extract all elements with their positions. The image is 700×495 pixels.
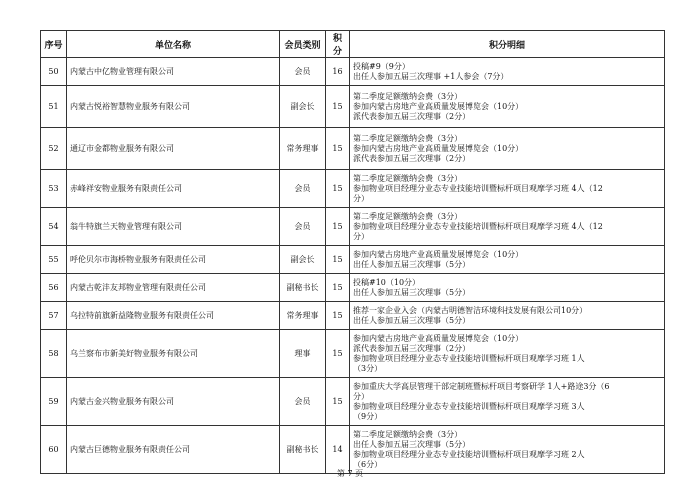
row-points: 15: [326, 378, 350, 426]
table-row: [41, 302, 665, 330]
row-points-detail: [350, 330, 665, 378]
detail-line: 出任人参加五届三次理事（5分）: [353, 439, 471, 449]
row-points-detail: [350, 378, 665, 426]
detail-line: 第二季度足额缴纳会费（3分）: [353, 91, 463, 101]
row-points-detail: [350, 128, 665, 170]
row-points-detail: [350, 246, 665, 274]
table-row: [41, 208, 665, 246]
detail-line: 出任人参加五届三次理事（5分）: [353, 287, 471, 297]
detail-line: 参加内蒙古房地产业高质量发展博览会（10分）: [353, 101, 524, 111]
row-unit-name: 内蒙古中亿物业管理有限公司: [67, 58, 280, 86]
row-index: 60: [41, 426, 67, 474]
row-member-type: 理事: [280, 330, 326, 378]
row-unit-name: 通辽市金都物业服务有限公司: [67, 128, 280, 170]
header-member-type: 会员类别: [280, 31, 326, 58]
row-points-detail: [350, 86, 665, 128]
row-points: 15: [326, 330, 350, 378]
row-unit-name: 内蒙古悦裕智慧物业服务有限公司: [67, 86, 280, 128]
row-index: 50: [41, 58, 67, 86]
header-points: 积分: [326, 31, 350, 58]
detail-line: 推荐一家企业入会（内蒙古明德智洁环境科技发展有限公司10分）: [353, 305, 588, 315]
row-unit-name: 乌兰察布市新美好物业服务有限公司: [67, 330, 280, 378]
detail-line: 投稿#10（10分）: [353, 277, 421, 287]
row-points: 14: [326, 426, 350, 474]
row-points: 15: [326, 246, 350, 274]
detail-line: 投稿#9（9分）: [353, 61, 410, 71]
detail-line: 出任人参加五届三次理事（5分）: [353, 259, 471, 269]
table-row: [41, 274, 665, 302]
header-points-detail: 积分明细: [350, 31, 665, 58]
row-member-type: 常务理事: [280, 128, 326, 170]
detail-line: （3分）: [353, 363, 383, 373]
table-row: [41, 330, 665, 378]
row-index: 52: [41, 128, 67, 170]
row-unit-name: 翁牛特旗兰天物业管理有限公司: [67, 208, 280, 246]
row-index: 59: [41, 378, 67, 426]
detail-line: （9分）: [353, 411, 383, 421]
header-unit-name: 单位名称: [67, 31, 280, 58]
row-points: 15: [326, 208, 350, 246]
row-unit-name: 呼伦贝尔市海桥物业服务有限责任公司: [67, 246, 280, 274]
detail-line: 参加重庆大学高层管理干部定制班暨标杆项目考察研学 1人+路途3分（6: [353, 381, 610, 391]
row-unit-name: 内蒙古乾沣友邦物业管理有限责任公司: [67, 274, 280, 302]
detail-line: 参加内蒙古房地产业高质量发展博览会（10分）: [353, 143, 524, 153]
row-member-type: 会员: [280, 378, 326, 426]
header-index: 序号: [41, 31, 67, 58]
detail-line: 派代表参加五届三次理事（2分）: [353, 343, 471, 353]
row-unit-name: 内蒙古金兴物业服务有限公司: [67, 378, 280, 426]
row-member-type: 副秘书长: [280, 426, 326, 474]
detail-line: 分）: [353, 193, 369, 203]
row-member-type: 会员: [280, 58, 326, 86]
row-member-type: 副秘书长: [280, 274, 326, 302]
row-points-detail: [350, 208, 665, 246]
row-points-detail: [350, 58, 665, 86]
row-member-type: 副会长: [280, 86, 326, 128]
row-unit-name: 内蒙古巨德物业服务有限责任公司: [67, 426, 280, 474]
header-row: [41, 31, 665, 58]
row-index: 58: [41, 330, 67, 378]
detail-line: 参加物业项目经理分业态专业技能培训暨标杆项目观摩学习班 1人: [353, 353, 585, 363]
row-points: 15: [326, 274, 350, 302]
row-points-detail: [350, 274, 665, 302]
row-unit-name: 乌拉特前旗新益隆物业服务有限责任公司: [67, 302, 280, 330]
row-index: 55: [41, 246, 67, 274]
row-index: 54: [41, 208, 67, 246]
row-points: 15: [326, 128, 350, 170]
row-unit-name: 赤峰祥安物业服务有限责任公司: [67, 170, 280, 208]
detail-line: 参加内蒙古房地产业高质量发展博览会（10分）: [353, 333, 524, 343]
row-points-detail: [350, 302, 665, 330]
row-points-detail: [350, 170, 665, 208]
row-member-type: 副会长: [280, 246, 326, 274]
points-table: [40, 30, 665, 474]
detail-line: （6分）: [353, 459, 383, 469]
detail-line: 出任人参加五届三次理事（5分）: [353, 315, 471, 325]
table-row: [41, 170, 665, 208]
row-member-type: 常务理事: [280, 302, 326, 330]
detail-line: 派代表参加五届三次理事（2分）: [353, 153, 471, 163]
row-member-type: 会员: [280, 208, 326, 246]
row-points: 15: [326, 86, 350, 128]
table-body: [41, 58, 665, 474]
row-points: 16: [326, 58, 350, 86]
page-number: 第 7 页: [336, 469, 364, 478]
detail-line: 分）: [353, 391, 369, 401]
detail-line: 参加物业项目经理分业态专业技能培训暨标杆项目观摩学习班 4人（12: [353, 221, 603, 231]
row-points-detail: [350, 426, 665, 474]
row-points: 15: [326, 302, 350, 330]
table-row: [41, 58, 665, 86]
detail-line: 分）: [353, 231, 369, 241]
row-index: 56: [41, 274, 67, 302]
table-row: [41, 246, 665, 274]
detail-line: 参加内蒙古房地产业高质量发展博览会（10分）: [353, 249, 524, 259]
detail-line: 派代表参加五届三次理事（2分）: [353, 111, 471, 121]
detail-line: 参加物业项目经理分业态专业技能培训暨标杆项目观摩学习班 2人: [353, 449, 585, 459]
table-row: [41, 378, 665, 426]
detail-line: 参加物业项目经理分业态专业技能培训暨标杆项目观摩学习班 4人（12: [353, 183, 603, 193]
detail-line: 第二季度足额缴纳会费（3分）: [353, 173, 463, 183]
table-row: [41, 128, 665, 170]
table-row: [41, 426, 665, 474]
row-index: 57: [41, 302, 67, 330]
row-index: 53: [41, 170, 67, 208]
table-row: [41, 86, 665, 128]
row-points: 15: [326, 170, 350, 208]
row-member-type: 会员: [280, 170, 326, 208]
detail-line: 第二季度足额缴纳会费（3分）: [353, 133, 463, 143]
detail-line: 第二季度足额缴纳会费（3分）: [353, 211, 463, 221]
detail-line: 出任人参加五届三次理事 +1人参会（7分）: [353, 71, 509, 81]
detail-line: 参加物业项目经理分业态专业技能培训暨标杆项目观摩学习班 3人: [353, 401, 585, 411]
detail-line: 第二季度足额缴纳会费（3分）: [353, 429, 463, 439]
row-index: 51: [41, 86, 67, 128]
